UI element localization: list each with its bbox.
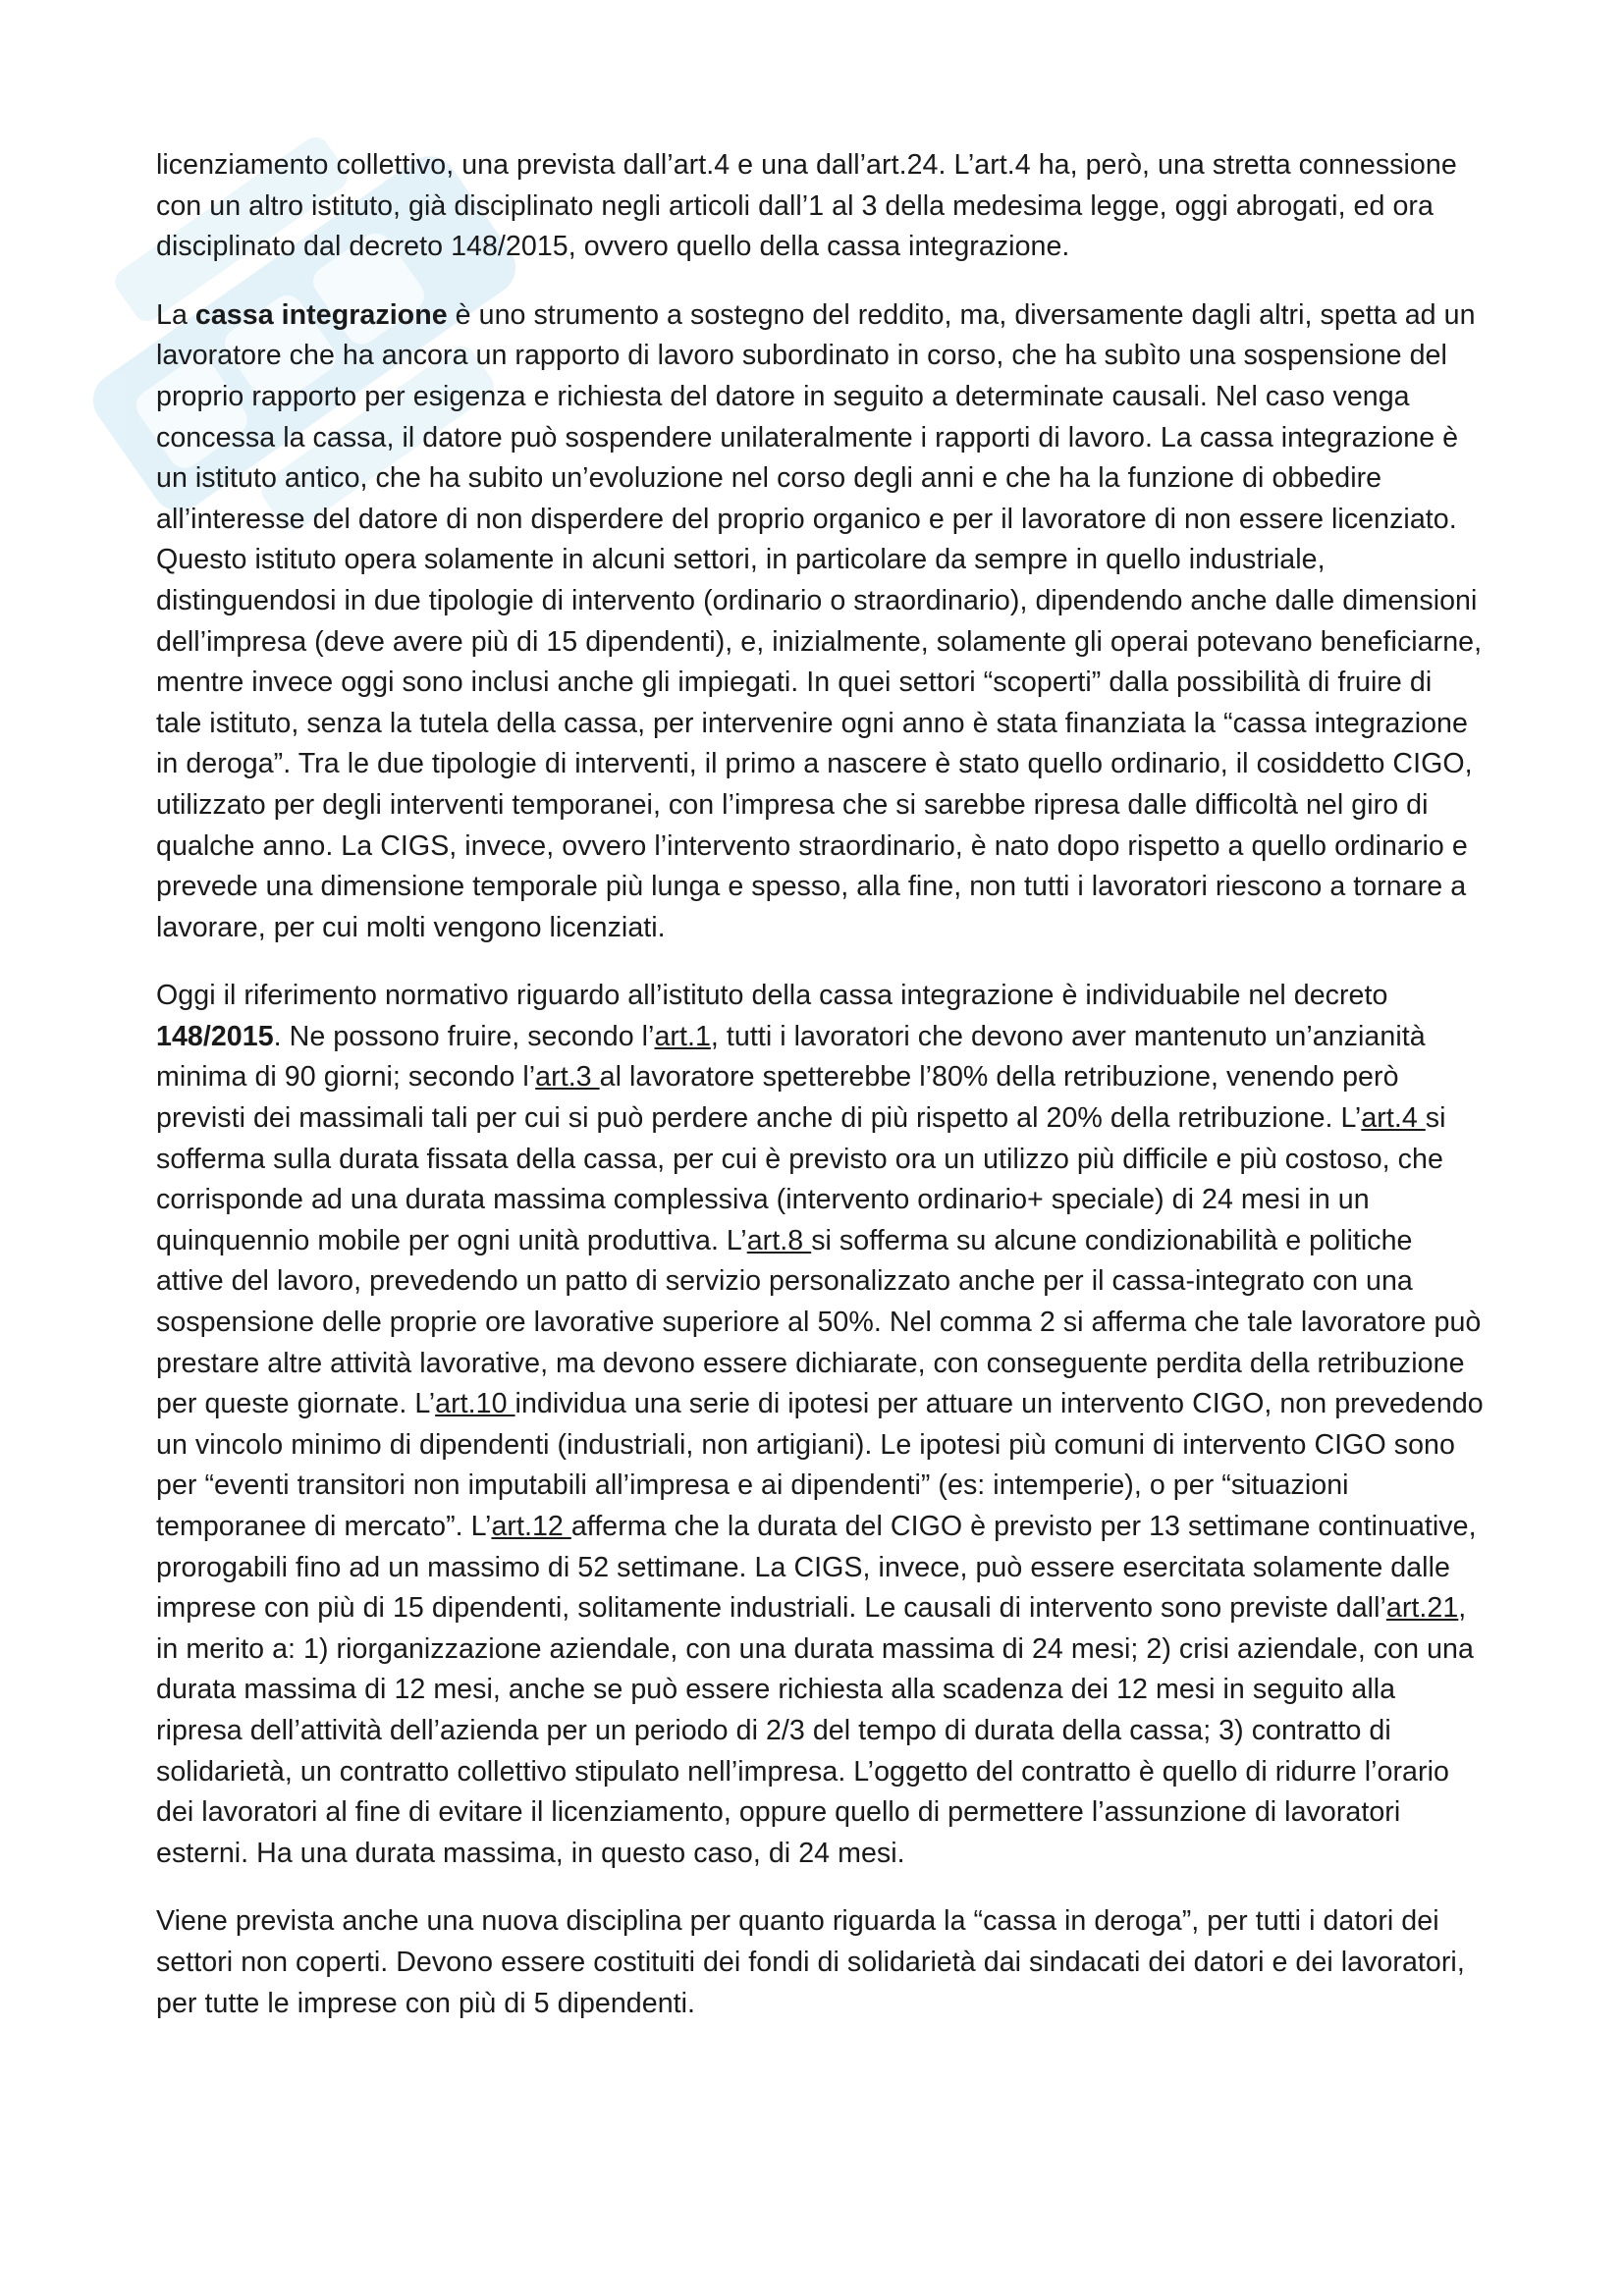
text-segment: , in merito a: 1) riorganizzazione aziendale, con una durata massima di 24 mesi; 2) crisi aziendale, con una durata massima di 12 mesi, anche se può essere richiesta alla scadenza dei 12 mesi in seguito alla ripresa dell’attività dell’azienda per un periodo di 2/3 del tempo di durata della cassa; 3) contratto di solidarietà, un contratto collettivo stipulato nell’impresa. L’oggetto del contratto è quello di ridurre l’orario dei lavoratori al fine di evitare il licenziamento, oppure quello di permettere l’assunzione di lavoratori esterni. Ha una durata massima, in questo caso, di 24 mesi.: [156, 1592, 1474, 1869]
text-segment: si sofferma su alcune condizionabilità e politiche attive del lavoro, prevedendo un patto di servizio personalizzato anche per il cassa-integrato con una sospensione delle proprie ore lavorative superiore al 50%. Nel comma 2 si afferma che tale lavoratore può prestare altre attività lavorative, ma devono essere dichiarate, con conseguente perdita della retribuzione per queste giornate. L’: [156, 1224, 1482, 1420]
article-reference: art.21: [1385, 1592, 1459, 1625]
bold-term: 148/2015: [156, 1020, 274, 1052]
article-reference: art.10: [435, 1388, 515, 1420]
text-segment: Oggi il riferimento normativo riguardo all’istituto della cassa integrazione è individuabile nel decreto: [156, 980, 1388, 1012]
article-reference: art.4: [1361, 1102, 1426, 1135]
paragraph: [156, 976, 1484, 1874]
article-reference: art.8: [746, 1224, 812, 1256]
paragraph: [156, 1901, 1484, 2024]
text-segment: è uno strumento a sostegno del reddito, ma, diversamente dagli altri, spetta ad un lavoratore che ha ancora un rapporto di lavoro subordinato in corso, che ha subìto una sospensione del proprio rapporto per esigenza e richiesta del datore in seguito a determinate causali. Nel caso venga concessa la cassa, il datore può sospendere unilateralmente i rapporti di lavoro. La cassa integrazione è un istituto antico, che ha subito un’evoluzione nel corso degli anni e che ha la funzione di obbedire all’interesse del datore di non disperdere del proprio organico e per il lavoratore di non essere licenziato. Questo istituto opera solamente in alcuni settori, in particolare da sempre in quello industriale, distinguendosi in due tipologie di intervento (ordinario o straordinario), dipendendo anche dalle dimensioni dell’impresa (deve avere più di 15 dipendenti), e, inizialmente, solamente gli operai potevano beneficiarne, mentre invece oggi sono inclusi anche gli impiegati. In quei settori “scoperti” dalla possibilità di fruire di tale istituto, senza la tutela della cassa, per intervenire ogni anno è stata finanziata la “cassa integrazione in deroga”. Tra le due tipologie di interventi, il primo a nascere è stato quello ordinario, il cosiddetto CIGO, utilizzato per degli interventi temporanei, con l’impresa che si sarebbe ripresa dalle difficoltà nel giro di qualche anno. La CIGS, invece, ovvero l’intervento straordinario, è nato dopo rispetto a quello ordinario e prevede una dimensione temporale più lunga e spesso, alla fine, non tutti i lavoratori riescono a tornare a lavorare, per cui molti vengono licenziati.: [156, 298, 1483, 943]
article-reference: art.3: [535, 1061, 600, 1094]
paragraph: [156, 145, 1484, 268]
document-page: [156, 145, 1484, 2052]
text-segment: . Ne possono fruire, secondo l’: [273, 1020, 655, 1052]
text-segment: Viene prevista anche una nuova disciplina per quanto riguarda la “cassa in deroga”, per tutti i datori dei settori non coperti. Devono essere costituiti dei fondi di solidarietà dai sindacati dei datori e dei lavoratori, per tutte le imprese con più di 5 dipendenti.: [156, 1905, 1465, 2019]
text-segment: al lavoratore spetterebbe l’80% della retribuzione, venendo però previsti dei massimali tali per cui si può perdere anche di più rispetto al 20% della retribuzione. L’: [156, 1061, 1399, 1135]
text-segment: afferma che la durata del CIGO è previsto per 13 settimane continuative, prorogabili fino ad un massimo di 52 settimane. La CIGS, invece, può essere esercitata solamente dalle imprese con più di 15 dipendenti, solitamente industriali. Le causali di intervento sono previste dall’: [156, 1511, 1477, 1625]
text-segment: La: [156, 298, 195, 331]
article-reference: art.12: [491, 1511, 571, 1542]
text-segment: licenziamento collettivo, una prevista dall’art.4 e una dall’art.24. L’art.4 ha, però, una stretta connessione con un altro istituto, già disciplinato negli articoli dall’1 al 3 della medesima legge, oggi abrogati, ed ora disciplinato dal decreto 148/2015, ovvero quello della cassa integrazione.: [156, 149, 1457, 263]
article-reference: art.1: [654, 1020, 711, 1052]
text-segment: individua una serie di ipotesi per attuare un intervento CIGO, non prevedendo un vincolo minimo di dipendenti (industriali, non artigiani). Le ipotesi più comuni di intervento CIGO sono per “eventi transitori non imputabili all’impresa e ai dipendenti” (es: intemperie), o per “situazioni temporanee di mercato”. L’: [156, 1388, 1484, 1542]
text-segment: si sofferma sulla durata fissata della cassa, per cui è previsto ora un utilizzo più difficile e più costoso, che corrisponde ad una durata massima complessiva (intervento ordinario+ speciale) di 24 mesi in un quinquennio mobile per ogni unità produttiva. L’: [156, 1102, 1446, 1256]
bold-term: cassa integrazione: [194, 298, 448, 331]
paragraph: [156, 295, 1484, 949]
text-segment: , tutti i lavoratori che devono aver mantenuto un’anzianità minima di 90 giorni; secondo l’: [156, 1020, 1426, 1094]
